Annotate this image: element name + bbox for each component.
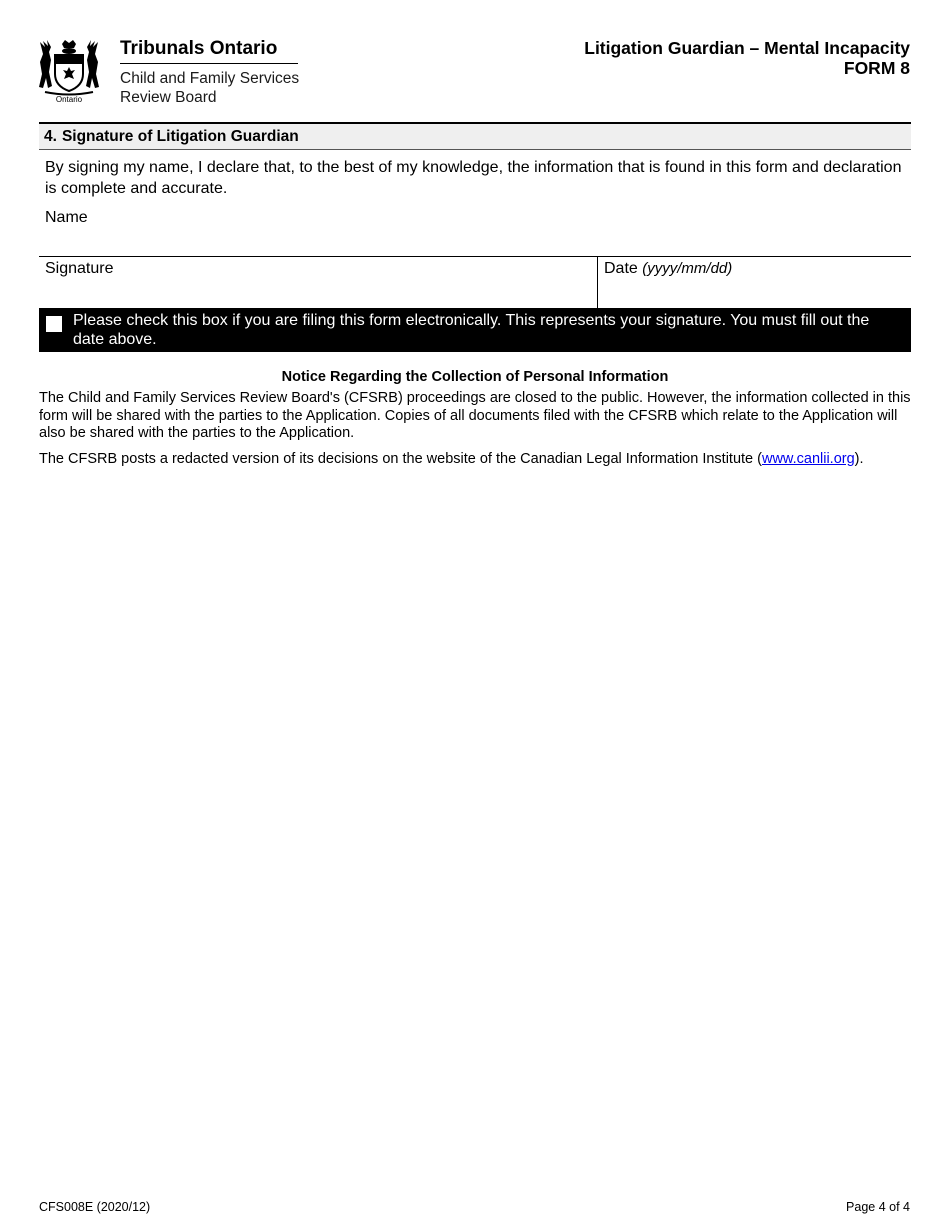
form-title: Litigation Guardian – Mental Incapacity (584, 38, 910, 58)
signature-label: Signature (45, 260, 114, 277)
ontario-coat-of-arms-icon (37, 38, 101, 104)
notice-paragraph-2-text: The CFSRB posts a redacted version of its decisions on the website of the Canadian Legal Information Institute ( (39, 451, 762, 467)
notice-paragraph-1: The Child and Family Services Review Board's (CFSRB) proceedings are closed to the public. However, the information collected in this form will be shared with the parties to the Application. Copies of all documents filed with the CFSRB which relate to the Application will also be shared with the parties to the Application. (39, 390, 911, 441)
form-code: CFS008E (2020/12) (39, 1200, 151, 1214)
org-subtitle-line1: Child and Family Services (120, 70, 300, 87)
electronic-filing-checkbox[interactable] (46, 316, 62, 332)
canlii-link[interactable]: www.canlii.org (761, 451, 855, 467)
logo-caption: Ontario (55, 95, 83, 104)
signature-date-row (39, 256, 911, 307)
section-number: 4. (44, 128, 57, 145)
notice-paragraph-2 (39, 450, 919, 468)
notice-paragraph-2-end: ). (854, 451, 864, 467)
name-label: Name (45, 209, 88, 226)
electronic-filing-bar (39, 308, 911, 352)
form-number: FORM 8 (843, 58, 910, 78)
org-title: Tribunals Ontario (120, 38, 278, 59)
section-heading (39, 122, 911, 150)
page-number: Page 4 of 4 (846, 1200, 910, 1214)
electronic-filing-text: Please check this box if you are filing this form electronically. This represents your signature. You must fill out the date above. (73, 312, 870, 348)
signature-field[interactable] (45, 259, 114, 279)
org-subtitle-line2: Review Board (120, 89, 217, 106)
org-divider (120, 63, 298, 64)
date-field[interactable] (604, 259, 732, 279)
section-title: Signature of Litigation Guardian (61, 128, 299, 145)
field-divider (597, 257, 598, 308)
declaration-text: By signing my name, I declare that, to the best of my knowledge, the information that is found in this form and declaration is complete and accurate. (45, 159, 902, 197)
date-label: Date (604, 260, 638, 277)
date-format-hint: (yyyy/mm/dd) (642, 260, 733, 277)
notice-title: Notice Regarding the Collection of Personal Information (281, 369, 669, 385)
form-title-block (584, 38, 910, 78)
organization-block (120, 38, 299, 107)
